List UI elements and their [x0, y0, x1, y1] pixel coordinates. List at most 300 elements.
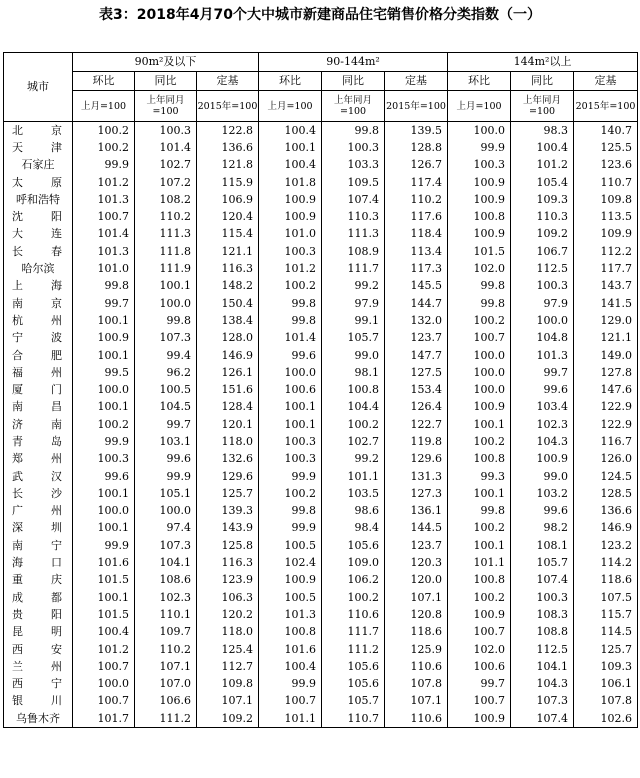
city-name-spaced	[4, 556, 72, 570]
index-value: 100.7	[448, 624, 511, 641]
table-row	[4, 157, 638, 174]
index-value: 101.0	[259, 226, 322, 243]
city-name	[4, 606, 73, 623]
index-value: 100.8	[448, 572, 511, 589]
index-value: 122.7	[385, 416, 448, 433]
index-value: 109.3	[574, 658, 638, 675]
index-value: 99.9	[448, 139, 511, 156]
table-row	[4, 468, 638, 485]
index-value: 111.7	[322, 624, 385, 641]
index-value: 103.1	[135, 433, 197, 450]
city-char: 海	[51, 279, 62, 293]
index-value: 100.0	[448, 381, 511, 398]
city-name	[4, 624, 73, 641]
index-value: 100.4	[73, 624, 135, 641]
index-value: 118.6	[385, 624, 448, 641]
table-row	[4, 191, 638, 208]
city-name	[4, 641, 73, 658]
table-row	[4, 278, 638, 295]
index-value: 100.2	[448, 589, 511, 606]
city-char: 安	[51, 642, 62, 656]
city-char: 合	[12, 348, 23, 362]
city-name-spaced	[4, 314, 72, 328]
index-value: 108.2	[135, 191, 197, 208]
index-value: 98.3	[511, 122, 574, 140]
city-name-spaced	[4, 694, 72, 708]
city-char: 沈	[12, 210, 23, 224]
city-char: 口	[51, 556, 62, 570]
index-value: 101.1	[259, 710, 322, 728]
city-name-spaced	[4, 608, 72, 622]
index-value: 116.3	[197, 554, 259, 571]
index-value: 121.8	[197, 157, 259, 174]
index-value: 107.3	[135, 330, 197, 347]
group-header-small: 90m²及以下	[73, 53, 259, 72]
index-value: 99.2	[322, 278, 385, 295]
index-value: 122.9	[574, 416, 638, 433]
city-name	[4, 468, 73, 485]
index-value: 100.6	[259, 381, 322, 398]
index-value: 100.3	[511, 589, 574, 606]
table-row	[4, 295, 638, 312]
table-row	[4, 174, 638, 191]
index-value: 115.4	[197, 226, 259, 243]
city-name-spaced	[4, 400, 72, 414]
city-char: 州	[51, 452, 62, 466]
city-name-spaced	[4, 521, 72, 535]
index-value: 99.6	[511, 381, 574, 398]
index-value: 102.7	[322, 433, 385, 450]
index-value: 100.7	[73, 658, 135, 675]
index-value: 100.9	[448, 174, 511, 191]
index-value: 107.1	[385, 693, 448, 710]
table-row	[4, 710, 638, 728]
city-name	[4, 347, 73, 364]
index-value: 141.5	[574, 295, 638, 312]
index-value: 99.6	[73, 468, 135, 485]
index-value: 127.3	[385, 485, 448, 502]
city-name-spaced	[4, 227, 72, 241]
index-value: 127.8	[574, 364, 638, 381]
index-value: 100.3	[322, 139, 385, 156]
index-value: 100.7	[448, 693, 511, 710]
index-value: 120.4	[197, 208, 259, 225]
city-char: 阳	[51, 210, 62, 224]
city-char: 银	[12, 694, 23, 708]
index-value: 140.7	[574, 122, 638, 140]
index-value: 118.0	[197, 433, 259, 450]
index-value: 99.8	[135, 312, 197, 329]
index-value: 101.4	[73, 226, 135, 243]
index-value: 128.0	[197, 330, 259, 347]
base-header: 上年同月=100	[135, 91, 197, 122]
index-value: 100.1	[448, 416, 511, 433]
index-value: 110.3	[322, 208, 385, 225]
index-value: 120.3	[385, 554, 448, 571]
index-value: 106.7	[511, 243, 574, 260]
index-value: 108.3	[511, 606, 574, 623]
index-value: 105.7	[322, 693, 385, 710]
index-value: 104.3	[511, 433, 574, 450]
index-value: 105.6	[322, 658, 385, 675]
index-value: 100.4	[259, 122, 322, 140]
index-value: 122.9	[574, 399, 638, 416]
index-value: 100.1	[73, 347, 135, 364]
city-name-spaced	[4, 331, 72, 345]
city-char: 西	[12, 677, 23, 691]
index-value: 100.2	[73, 416, 135, 433]
index-value: 144.5	[385, 520, 448, 537]
group-header-medium: 90-144m²	[259, 53, 448, 72]
city-name-spaced	[4, 383, 72, 397]
index-value: 117.6	[385, 208, 448, 225]
city-char: 岛	[51, 434, 62, 448]
index-value: 102.3	[511, 416, 574, 433]
index-value: 121.1	[574, 330, 638, 347]
index-value: 100.1	[135, 278, 197, 295]
index-value: 100.8	[259, 624, 322, 641]
city-char: 原	[51, 175, 62, 189]
index-value: 101.6	[73, 554, 135, 571]
index-value: 100.1	[73, 399, 135, 416]
index-value: 99.1	[322, 312, 385, 329]
city-name-spaced	[4, 504, 72, 518]
index-value: 107.4	[511, 710, 574, 728]
city-name	[4, 330, 73, 347]
table-row	[4, 485, 638, 502]
index-value: 108.8	[511, 624, 574, 641]
index-value: 101.4	[259, 330, 322, 347]
index-value: 117.4	[385, 174, 448, 191]
index-value: 101.3	[259, 606, 322, 623]
index-value: 101.5	[448, 243, 511, 260]
index-value: 100.3	[259, 243, 322, 260]
city-name	[4, 658, 73, 675]
index-value: 100.1	[448, 485, 511, 502]
index-value: 128.5	[574, 485, 638, 502]
city-name-spaced	[4, 279, 72, 293]
index-value: 100.7	[448, 330, 511, 347]
table-row	[4, 347, 638, 364]
table-row	[4, 624, 638, 641]
city-char: 杭	[12, 313, 23, 327]
base-header: 上月=100	[448, 91, 511, 122]
city-name	[4, 226, 73, 243]
index-value: 112.7	[197, 658, 259, 675]
index-value: 100.0	[73, 676, 135, 693]
index-value: 101.3	[73, 191, 135, 208]
index-value: 128.8	[385, 139, 448, 156]
index-value: 100.0	[135, 503, 197, 520]
index-value: 107.8	[385, 676, 448, 693]
city-char: 南	[12, 538, 23, 552]
index-value: 100.0	[448, 347, 511, 364]
city-name	[4, 312, 73, 329]
index-value: 99.7	[135, 416, 197, 433]
index-value: 111.3	[135, 226, 197, 243]
table-row	[4, 451, 638, 468]
index-value: 113.5	[574, 208, 638, 225]
index-value: 101.5	[73, 606, 135, 623]
index-value: 114.5	[574, 624, 638, 641]
index-value: 108.6	[135, 572, 197, 589]
sub-header: 定基	[574, 72, 638, 91]
city-char: 州	[51, 313, 62, 327]
city-char: 州	[51, 504, 62, 518]
city-char: 阳	[51, 607, 62, 621]
city-char: 门	[51, 383, 62, 397]
city-char: 北	[12, 123, 23, 137]
index-value: 100.8	[322, 381, 385, 398]
index-value: 123.2	[574, 537, 638, 554]
index-value: 112.2	[574, 243, 638, 260]
index-value: 99.7	[73, 295, 135, 312]
base-header: 2015年=100	[197, 91, 259, 122]
index-value: 102.6	[574, 710, 638, 728]
index-value: 109.5	[322, 174, 385, 191]
index-value: 129.6	[385, 451, 448, 468]
index-value: 100.9	[448, 399, 511, 416]
index-value: 105.7	[511, 554, 574, 571]
index-value: 107.1	[385, 589, 448, 606]
index-value: 119.8	[385, 433, 448, 450]
index-value: 99.9	[73, 433, 135, 450]
index-value: 106.3	[197, 589, 259, 606]
city-name	[4, 399, 73, 416]
index-value: 99.0	[322, 347, 385, 364]
index-value: 131.3	[385, 468, 448, 485]
index-value: 106.6	[135, 693, 197, 710]
index-value: 100.0	[511, 312, 574, 329]
city-name: 呼和浩特	[4, 191, 73, 208]
index-value: 111.8	[135, 243, 197, 260]
city-char: 昌	[51, 400, 62, 414]
index-value: 100.0	[73, 503, 135, 520]
index-value: 99.8	[259, 295, 322, 312]
city-name	[4, 503, 73, 520]
index-value: 127.5	[385, 364, 448, 381]
index-value: 105.6	[322, 676, 385, 693]
city-name	[4, 537, 73, 554]
city-name-spaced	[4, 643, 72, 657]
index-value: 100.8	[448, 208, 511, 225]
index-value: 100.3	[259, 451, 322, 468]
city-name	[4, 174, 73, 191]
index-value: 107.2	[135, 174, 197, 191]
sub-header: 同比	[322, 72, 385, 91]
index-value: 118.0	[197, 624, 259, 641]
index-value: 100.7	[73, 693, 135, 710]
table-row	[4, 537, 638, 554]
index-value: 101.8	[259, 174, 322, 191]
index-value: 110.6	[385, 710, 448, 728]
index-value: 101.1	[448, 554, 511, 571]
index-value: 100.2	[322, 589, 385, 606]
index-value: 110.1	[135, 606, 197, 623]
index-value: 101.1	[322, 468, 385, 485]
index-value: 100.5	[135, 381, 197, 398]
city-char: 昆	[12, 625, 23, 639]
index-value: 107.3	[511, 693, 574, 710]
index-value: 111.7	[322, 260, 385, 277]
base-header: 上月=100	[73, 91, 135, 122]
index-value: 99.0	[511, 468, 574, 485]
index-value: 102.0	[448, 260, 511, 277]
city-char: 成	[12, 590, 23, 604]
index-value: 100.1	[73, 312, 135, 329]
city-name	[4, 572, 73, 589]
price-index-table	[3, 52, 638, 728]
table-row	[4, 520, 638, 537]
city-name-spaced	[4, 539, 72, 553]
index-value: 100.1	[73, 485, 135, 502]
table-row	[4, 641, 638, 658]
index-value: 100.1	[259, 416, 322, 433]
index-value: 104.5	[135, 399, 197, 416]
city-char: 州	[51, 365, 62, 379]
index-value: 109.2	[511, 226, 574, 243]
city-char: 上	[12, 279, 23, 293]
index-value: 144.7	[385, 295, 448, 312]
city-char: 京	[51, 123, 62, 137]
sub-header: 环比	[448, 72, 511, 91]
city-char: 川	[51, 694, 62, 708]
index-value: 143.9	[197, 520, 259, 537]
index-value: 101.2	[73, 641, 135, 658]
index-value: 100.4	[511, 139, 574, 156]
city-name-spaced	[4, 418, 72, 432]
index-value: 99.8	[448, 295, 511, 312]
city-name-spaced	[4, 349, 72, 363]
index-value: 106.2	[322, 572, 385, 589]
index-value: 112.5	[511, 641, 574, 658]
city-name: 哈尔滨	[4, 260, 73, 277]
index-value: 100.2	[448, 433, 511, 450]
index-value: 103.4	[511, 399, 574, 416]
index-value: 139.5	[385, 122, 448, 140]
index-value: 100.1	[73, 520, 135, 537]
city-header: 城市	[4, 53, 73, 122]
city-name-spaced	[4, 591, 72, 605]
index-value: 100.2	[259, 278, 322, 295]
table-row	[4, 208, 638, 225]
city-char: 宁	[12, 331, 23, 345]
index-value: 104.3	[511, 676, 574, 693]
city-name	[4, 416, 73, 433]
index-value: 109.0	[322, 554, 385, 571]
index-value: 148.2	[197, 278, 259, 295]
index-value: 150.4	[197, 295, 259, 312]
index-value: 100.3	[135, 122, 197, 140]
city-char: 长	[12, 486, 23, 500]
index-value: 100.2	[322, 416, 385, 433]
city-char: 宁	[51, 538, 62, 552]
city-char: 郑	[12, 452, 23, 466]
index-value: 107.3	[135, 537, 197, 554]
index-value: 115.9	[197, 174, 259, 191]
city-name	[4, 364, 73, 381]
city-char: 厦	[12, 383, 23, 397]
index-value: 101.3	[73, 243, 135, 260]
table-row	[4, 226, 638, 243]
city-char: 南	[51, 417, 62, 431]
group-header-large: 144m²以上	[448, 53, 638, 72]
index-value: 109.2	[197, 710, 259, 728]
index-value: 99.6	[135, 451, 197, 468]
index-value: 100.1	[259, 399, 322, 416]
index-value: 101.3	[511, 347, 574, 364]
index-value: 100.1	[73, 589, 135, 606]
index-value: 99.8	[448, 503, 511, 520]
index-value: 106.1	[574, 676, 638, 693]
index-value: 99.7	[511, 364, 574, 381]
city-name-spaced	[4, 452, 72, 466]
city-char: 京	[51, 296, 62, 310]
index-value: 100.9	[448, 710, 511, 728]
index-value: 103.2	[511, 485, 574, 502]
city-char: 波	[51, 331, 62, 345]
city-char: 重	[12, 573, 23, 587]
index-value: 100.3	[259, 433, 322, 450]
city-name-spaced	[4, 625, 72, 639]
index-value: 107.8	[574, 693, 638, 710]
city-char: 州	[51, 659, 62, 673]
city-char: 福	[12, 365, 23, 379]
city-char: 连	[51, 227, 62, 241]
index-value: 149.0	[574, 347, 638, 364]
city-char: 津	[51, 140, 62, 154]
city-char: 明	[51, 625, 62, 639]
sub-header: 环比	[259, 72, 322, 91]
index-value: 101.2	[73, 174, 135, 191]
table-row	[4, 312, 638, 329]
index-value: 110.7	[574, 174, 638, 191]
city-name	[4, 295, 73, 312]
index-value: 102.3	[135, 589, 197, 606]
city-char: 都	[51, 590, 62, 604]
index-value: 145.5	[385, 278, 448, 295]
index-value: 123.9	[197, 572, 259, 589]
index-value: 115.7	[574, 606, 638, 623]
sub-header: 环比	[73, 72, 135, 91]
city-char: 天	[12, 140, 23, 154]
index-value: 99.8	[322, 122, 385, 140]
index-value: 98.6	[322, 503, 385, 520]
index-value: 100.3	[448, 157, 511, 174]
index-value: 99.9	[259, 468, 322, 485]
index-value: 132.6	[197, 451, 259, 468]
index-value: 100.0	[135, 295, 197, 312]
city-char: 广	[12, 504, 23, 518]
city-char: 长	[12, 244, 23, 258]
index-value: 129.0	[574, 312, 638, 329]
index-value: 120.2	[197, 606, 259, 623]
index-value: 99.8	[259, 503, 322, 520]
index-value: 99.8	[259, 312, 322, 329]
index-value: 110.6	[322, 606, 385, 623]
index-value: 105.4	[511, 174, 574, 191]
index-value: 100.0	[448, 122, 511, 140]
index-value: 110.6	[385, 658, 448, 675]
index-value: 109.3	[511, 191, 574, 208]
base-header: 上年同月=100	[511, 91, 574, 122]
index-value: 147.6	[574, 381, 638, 398]
city-char: 春	[51, 244, 62, 258]
index-value: 100.5	[259, 537, 322, 554]
city-name	[4, 676, 73, 693]
index-value: 99.6	[259, 347, 322, 364]
index-value: 151.6	[197, 381, 259, 398]
